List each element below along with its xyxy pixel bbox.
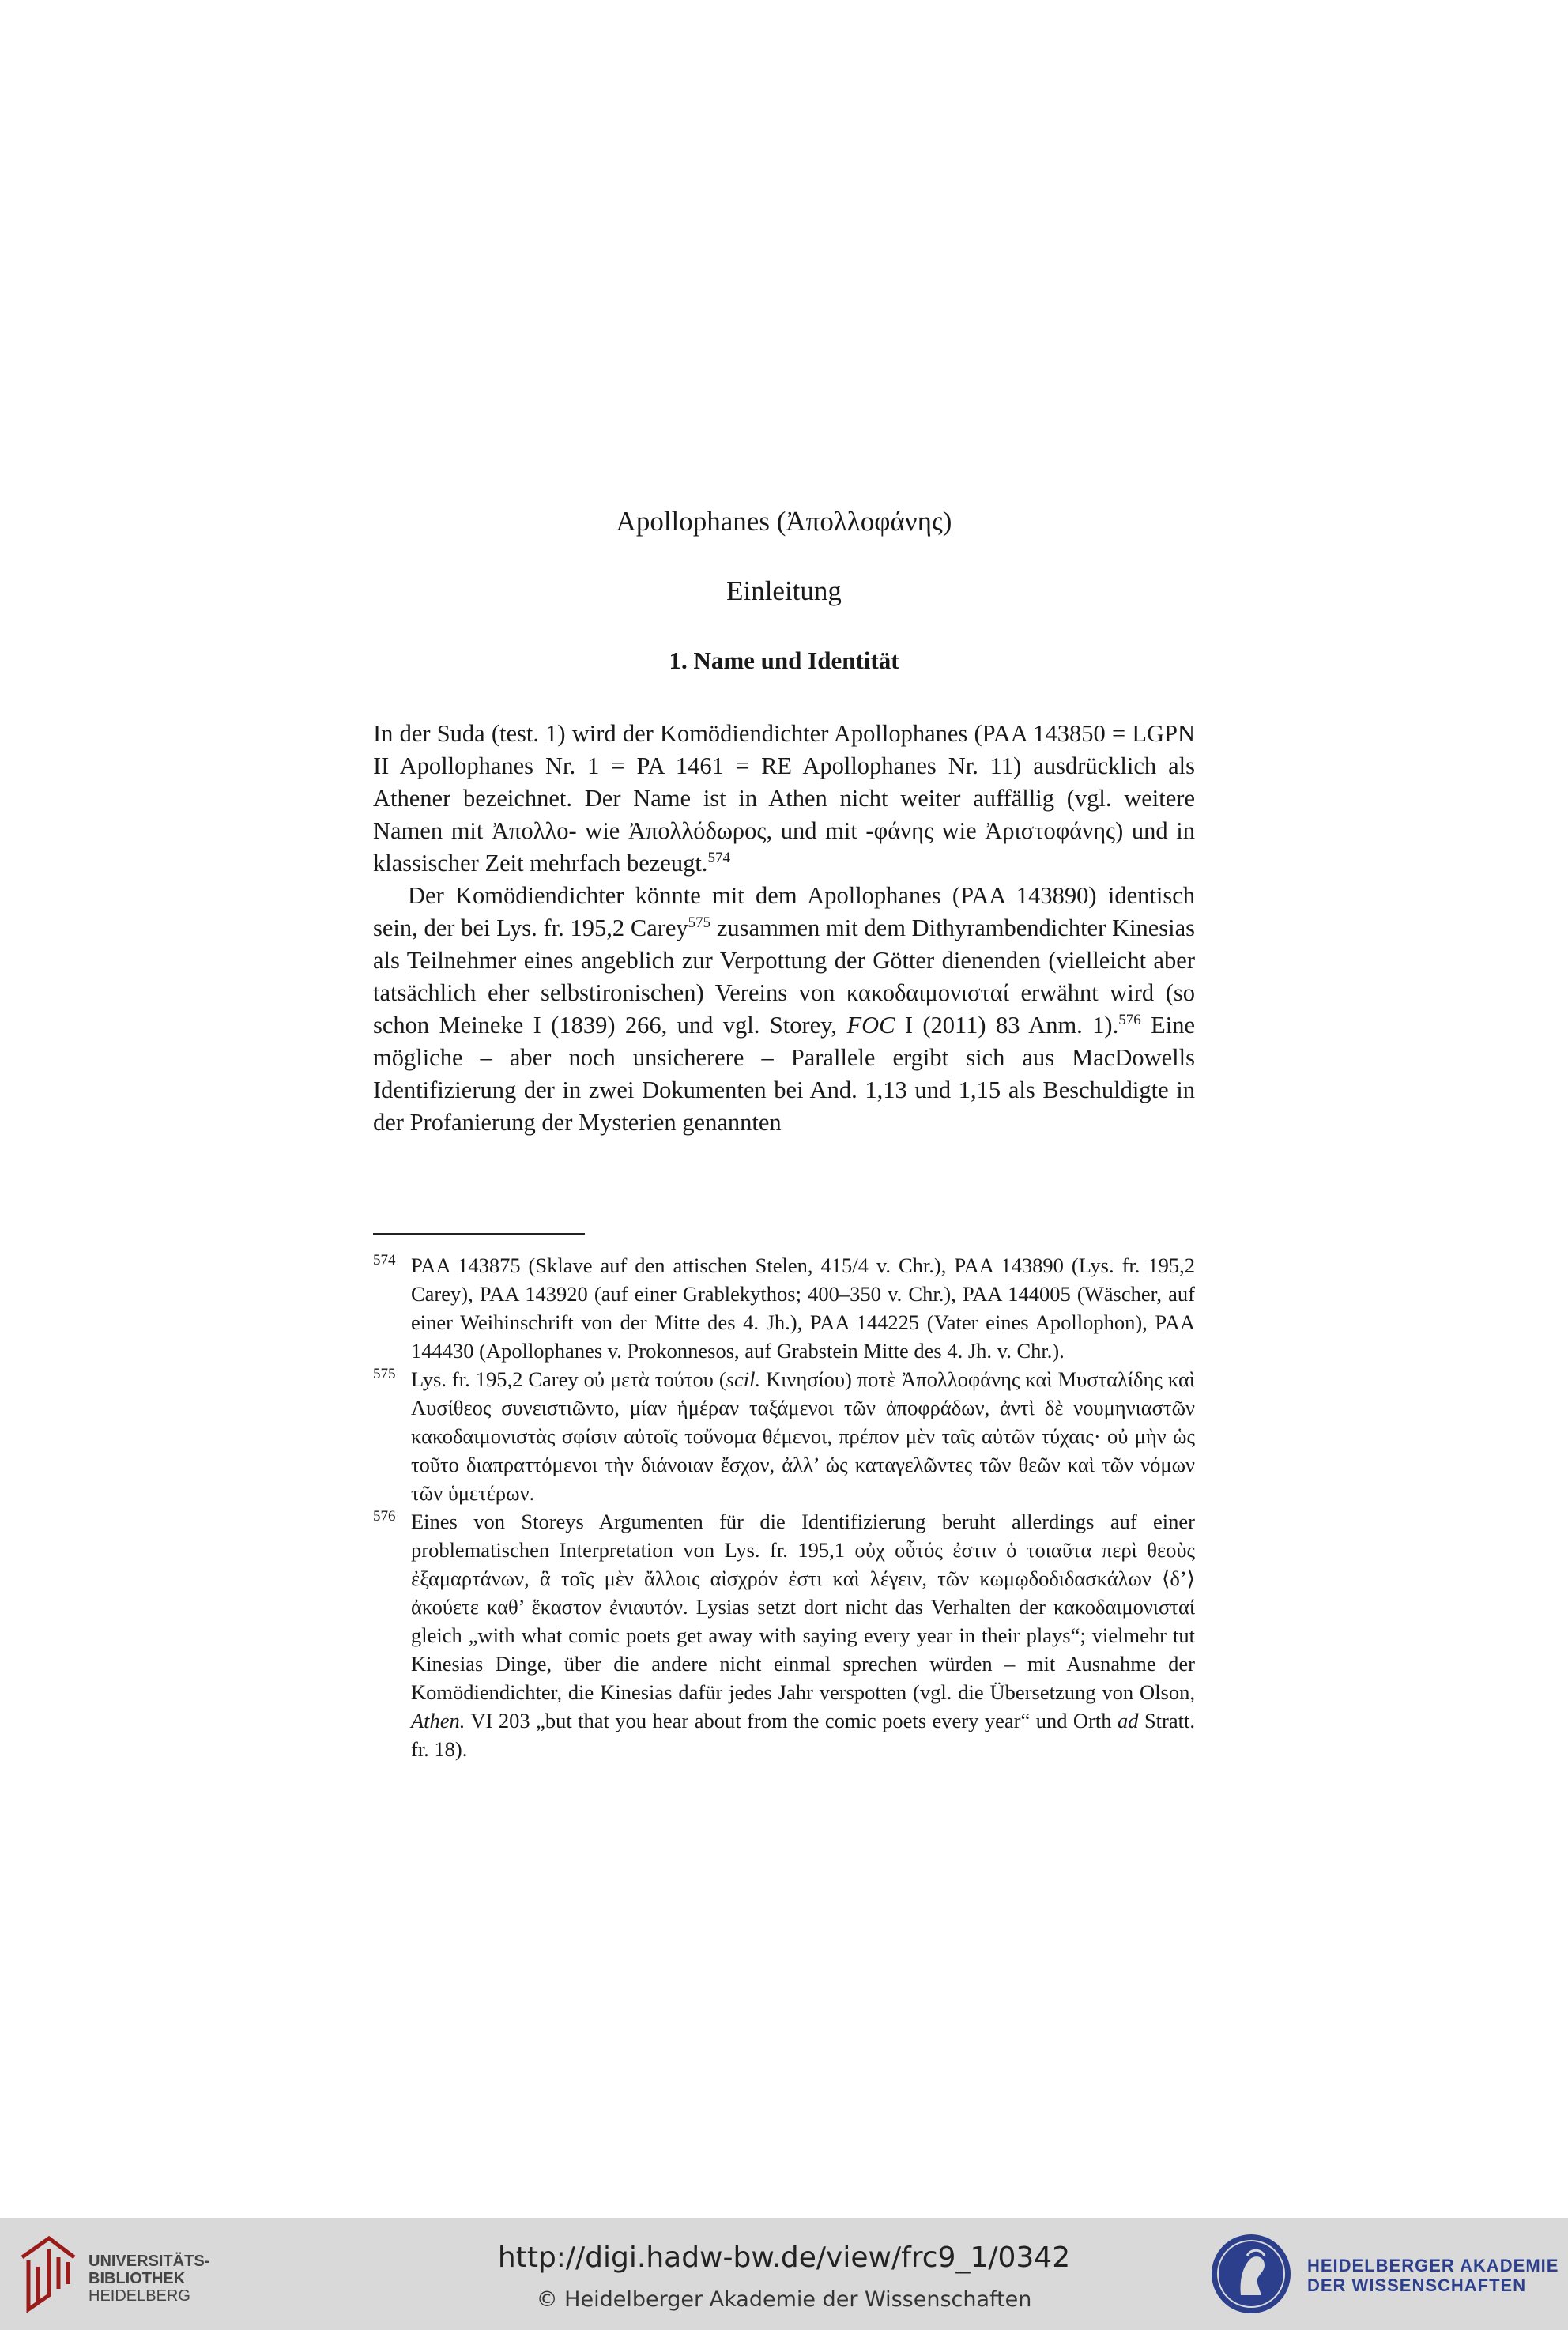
academy-line-2: DER WISSENSCHAFTEN	[1307, 2275, 1527, 2295]
footnote-text: PAA 143875 (Sklave auf den attischen Stelen, 415/4 v. Chr.), PAA 143890 (Lys. fr. 195,2 Carey), PAA 143920 (auf einer Grablekythos; 400–350 v. Chr.), PAA 144005 (Wäscher, auf einer Weihinschrift von der Mitte des 4. Jh.), PAA 144225 (Vater eines Apollophon), PAA 144430 (Apollophanes v. Prokonnesos, auf Grabstein Mitte des 4. Jh. v. Chr.).	[411, 1254, 1195, 1363]
footnote-number: 575	[373, 1366, 396, 1382]
viewer-footer	[0, 2218, 1568, 2330]
subsection-heading: 1. Name und Identität	[669, 647, 899, 674]
paragraph-2	[373, 880, 1195, 1139]
paragraph-1-text: In der Suda (test. 1) wird der Komödiendichter Apollophanes (PAA 143850 = LGPN II Apollophanes Nr. 1 = PA 1461 = RE Apollophanes Nr. 11) ausdrücklich als Athener bezeichnet. Der Name ist in Athen nicht weiter auffällig (vgl. weitere Namen mit Ἀπολλο- wie Ἀπολλόδωρος, und mit -φάνης wie Ἀριστοφάνης) und in klassischer Zeit mehrfach bezeugt.	[373, 720, 1195, 877]
footnote-ref-574[interactable]: 574	[707, 849, 730, 866]
footnote-576	[373, 1507, 1195, 1763]
footnote-ref-576[interactable]: 576	[1118, 1011, 1141, 1028]
page-title: Apollophanes (Ἀπολλοφάνης)	[616, 506, 952, 537]
footnote-text-a: Lys. fr. 195,2 Carey οὐ μετὰ τούτου (	[411, 1367, 726, 1391]
footnotes	[373, 1251, 1195, 1763]
footnote-italic-ad: ad	[1117, 1709, 1139, 1732]
library-line-1: UNIVERSITÄTS-	[89, 2253, 210, 2270]
permalink-url[interactable]: http://digi.hadw-bw.de/view/frc9_1/0342	[497, 2241, 1071, 2274]
library-line-3: HEIDELBERG	[89, 2287, 190, 2305]
paragraph-2-text-c: I (2011) 83 Anm. 1).	[895, 1012, 1119, 1039]
paragraph-1	[373, 718, 1195, 880]
paragraph-2-text-b: zusammen mit dem Dithyrambendichter Kinesias als Teilnehmer eines angeblich zur Verpottung der Götter dienenden (vielleicht aber tatsächlich eher selbstironischen) Vereins von κακοδαιμονισταί erwähnt wird (so schon Meineke I (1839) 266, und vgl. Storey,	[373, 914, 1195, 1039]
academy-name	[1307, 2256, 1559, 2295]
academy-seal-icon[interactable]	[1209, 2232, 1293, 2316]
footnote-text-b: VI 203 „but that you hear about from the comic poets every year“ und Orth	[465, 1709, 1118, 1732]
footnote-574	[373, 1251, 1195, 1365]
copyright-notice: © Heidelberger Akademie der Wissenschaften	[536, 2287, 1032, 2312]
footnote-text-b: Κινησίου) ποτὲ Ἀπολλοφάνης καὶ Μυσταλίδης καὶ Λυσίθεος συνειστιῶντο, μίαν ἡμέραν ταξάμενοι τῶν ἀποφράδων, ἀντὶ δὲ νουμηνιαστῶν κακοδαιμονιστὰς σφίσιν αὐτοῖς τοὔνομα θέμενοι, πρέπον μὲν ταῖς αὐτῶν τύχαις· οὐ μὴν ὡς τοῦτο διαπραττόμενοι τὴν διάνοιαν ἔσχον, ἀλλ’ ὡς καταγελῶντες τῶν θεῶν καὶ τῶν νόμων τῶν ὑμετέρων.	[411, 1367, 1195, 1505]
academy-line-1: HEIDELBERGER AKADEMIE	[1307, 2256, 1559, 2275]
footnote-italic-athen: Athen.	[411, 1709, 466, 1732]
paragraph-2-text-a: Der Komödiendichter könnte mit dem Apollophanes (PAA 143890) identisch sein, der bei Lys. fr. 195,2 Carey	[373, 882, 1195, 941]
footnote-text-c: Stratt. fr. 18).	[411, 1709, 1195, 1761]
footnote-ref-575[interactable]: 575	[688, 914, 711, 931]
paragraph-2-text-d: Eine mögliche – aber noch unsicherere – Parallele ergibt sich aus MacDowells Identifizierung der in zwei Dokumenten bei And. 1,13 und 1,15 als Beschuldigte in der Profanierung der Mysterien genannten	[373, 1012, 1195, 1136]
footnote-number: 576	[373, 1508, 396, 1525]
body-text	[373, 718, 1195, 1139]
footnote-italic: scil.	[726, 1367, 761, 1391]
library-line-2: BIBLIOTHEK	[89, 2270, 186, 2287]
paragraph-2-foc: FOC	[846, 1012, 895, 1039]
footnote-text-a: Eines von Storeys Argumenten für die Identifizierung beruht allerdings auf einer problematischen Interpretation von Lys. fr. 195,1 οὐχ οὗτός ἐστιν ὁ τοιαῦτα περὶ θεοὺς ἐξαμαρτάνων, ἃ τοῖς μὲν ἄλλοις αἰσχρόν ἐστι καὶ λέγειν, τῶν κωμῳδοδιδασκάλων ⟨δ’⟩ ἀκούετε καθ’ ἕκαστον ἐνιαυτόν. Lysias setzt dort nicht das Verhalten der κακοδαιμονισταί gleich „with what comic poets get away with saying every year in their plays“; vielmehr tut Kinesias Dinge, über die andere nicht einmal sprechen würden – mit Ausnahme der Komödiendichter, die Kinesias dafür jedes Jahr verspotten (vgl. die Übersetzung von Olson,	[411, 1510, 1195, 1704]
footnote-575	[373, 1365, 1195, 1507]
section-heading: Einleitung	[726, 575, 842, 606]
footnote-divider	[373, 1233, 585, 1235]
footnote-number: 574	[373, 1252, 396, 1269]
